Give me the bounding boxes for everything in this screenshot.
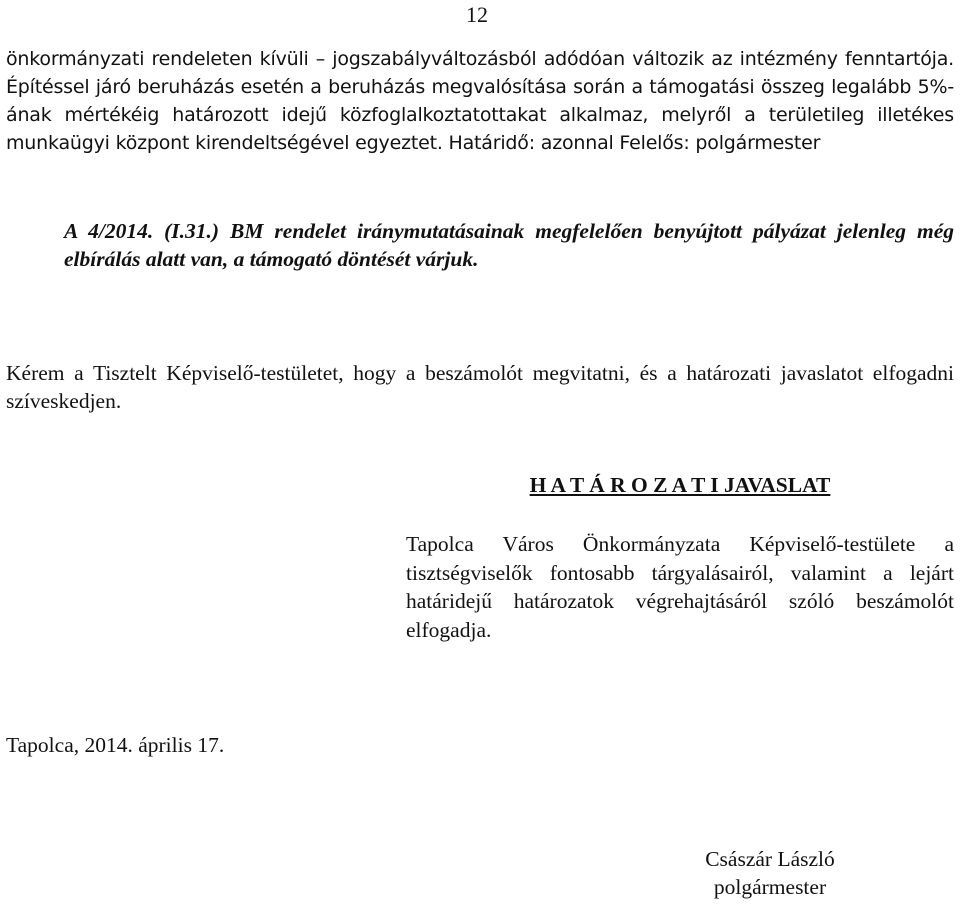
- signatory-name: Császár László: [705, 847, 835, 871]
- report-paragraph: önkormányzati rendeleten kívüli – jogszabályváltozásból adódóan változik az intézmény fenntartója. Építéssel járó beruházás esetén a beruházás megvalósítása során a támogatási összeg legalább 5%-ának mértékéig határozott idejű közfoglalkoztatottakat alkalmaz, melyről a területileg illetékes munkaügyi központ kirendeltségével egyeztet. Határidő: azonnal Felelős: polgármester: [6, 48, 954, 154]
- ministry-decree-paragraph: A 4/2014. (I.31.) BM rendelet iránymutatásainak megfelelően benyújtott pályázat jelenleg még elbírálás alatt van, a támogató döntését várjuk.: [64, 219, 954, 271]
- signatory-title: polgármester: [713, 875, 827, 899]
- page-number: 12: [466, 2, 488, 27]
- resolution-heading: H A T Á R O Z A T I JAVASLAT: [529, 473, 831, 497]
- request-paragraph: Kérem a Tisztelt Képviselő-testületet, hogy a beszámolót megvitatni, és a határozati javaslatot elfogadni szíveskedjen.: [6, 361, 954, 413]
- document-date: Tapolca, 2014. április 17.: [6, 733, 225, 757]
- resolution-text: Tapolca Város Önkormányzata Képviselő-testülete a tisztségviselők fontosabb tárgyalásairól, valamint a lejárt határidejű határozatok végrehajtásáról szóló beszámolót elfogadja.: [406, 532, 954, 642]
- signature-block: [680, 845, 860, 901]
